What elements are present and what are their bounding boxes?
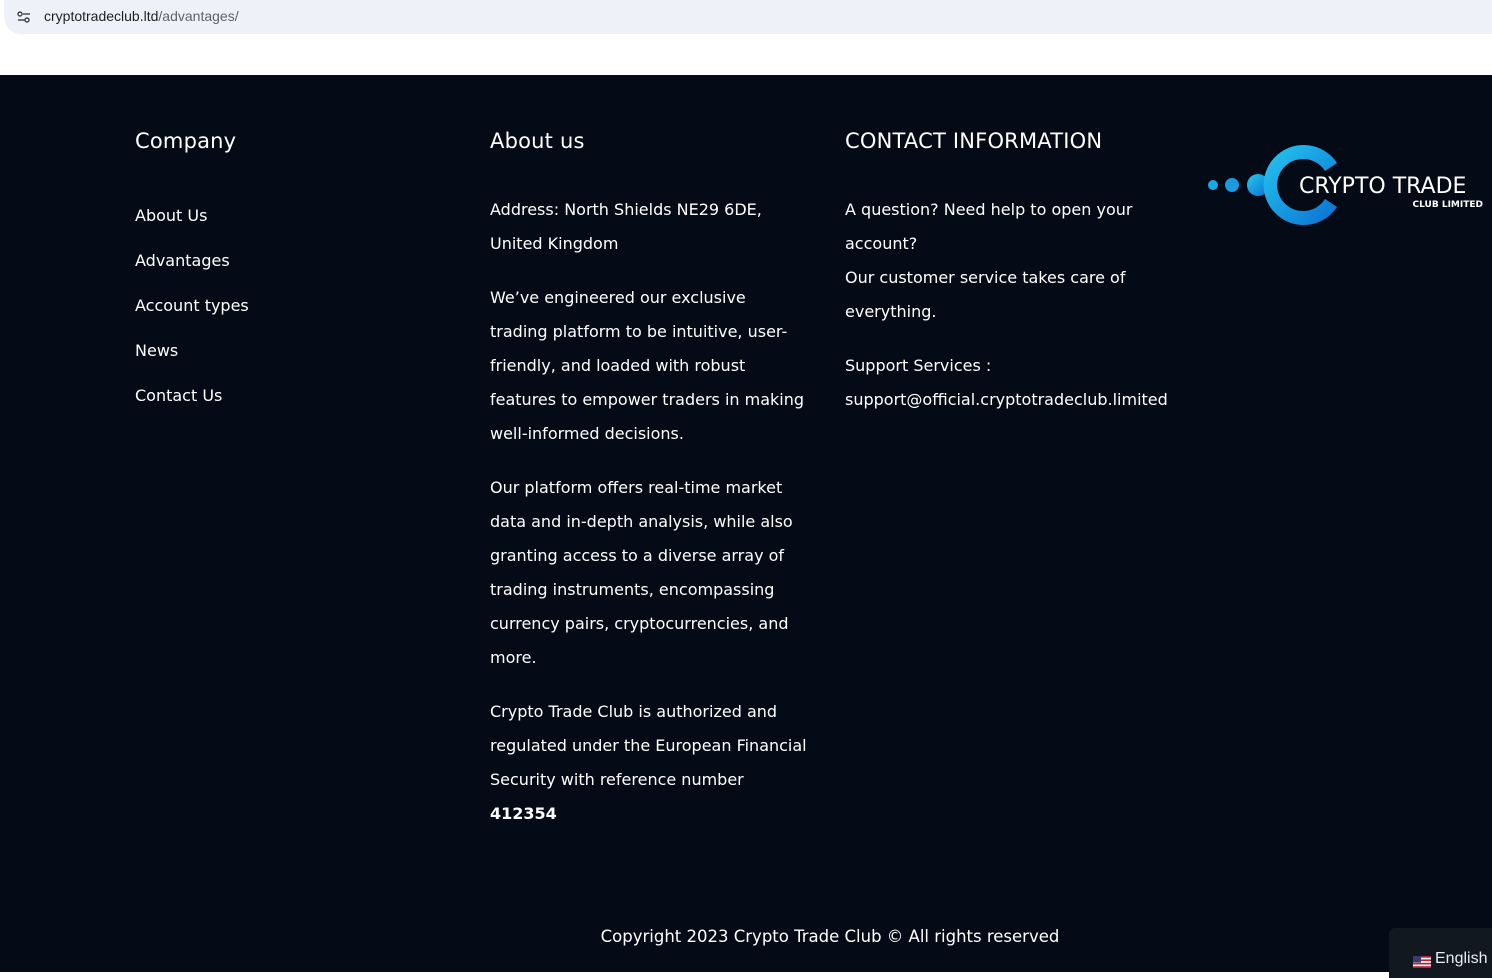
logo-line1: CRYPTO TRADE [1299,174,1467,199]
about-paragraph-2: Our platform offers real-time market data and in-depth analysis, while also granting access to a diverse array of trading instruments, encompassing currency pairs, cryptocurrencies, and more. [490,478,793,667]
about-paragraph-1: We’ve engineered our exclusive trading platform to be intuitive, user-friendly, and loaded with robust features to empower traders in making well-informed decisions. [490,288,805,443]
footer-link-advantages[interactable]: Advantages [135,251,230,270]
browser-address-bar [0,0,1492,34]
support-label: Support Services : [845,356,992,375]
regulation-text: Crypto Trade Club is authorized and regulated under the European Financial Security with reference number [490,702,807,789]
logo-dot-small [1208,180,1218,190]
company-title: Company [135,129,237,153]
copyright-text: Copyright 2023 Crypto Trade Club © All rights reserved [600,927,1060,946]
site-settings-icon[interactable] [16,9,32,25]
url-text[interactable] [44,8,239,24]
crypto-trade-logo[interactable] [1205,143,1487,229]
contact-service: Our customer service takes care of everything. [845,268,1126,321]
contact-question: A question? Need help to open your account? [845,200,1133,253]
reference-number: 412354 [490,804,557,823]
support-email[interactable]: support@official.cryptotradeclub.limited [845,390,1168,409]
about-address: Address: North Shields NE29 6DE, United Kingdom [490,200,762,253]
footer-link-news[interactable]: News [135,341,179,360]
url-field[interactable] [4,0,1492,34]
footer-link-about-us[interactable]: About Us [135,206,208,225]
url-domain: cryptotradeclub.ltd [44,8,159,24]
us-flag-icon [1413,956,1431,968]
language-switcher[interactable] [1389,928,1492,978]
company-links [135,203,249,428]
logo-dot-medium [1225,178,1239,192]
about-paragraph-3 [490,695,808,831]
contact-title: CONTACT INFORMATION [845,129,1103,153]
site-footer [0,75,1492,972]
url-path: /advantages/ [158,8,239,24]
logo-line2: CLUB LIMITED [1412,200,1483,210]
footer-link-account-types[interactable]: Account types [135,296,249,315]
about-title: About us [490,129,585,153]
language-label[interactable]: English [1435,950,1488,967]
footer-link-contact-us[interactable]: Contact Us [135,386,223,405]
